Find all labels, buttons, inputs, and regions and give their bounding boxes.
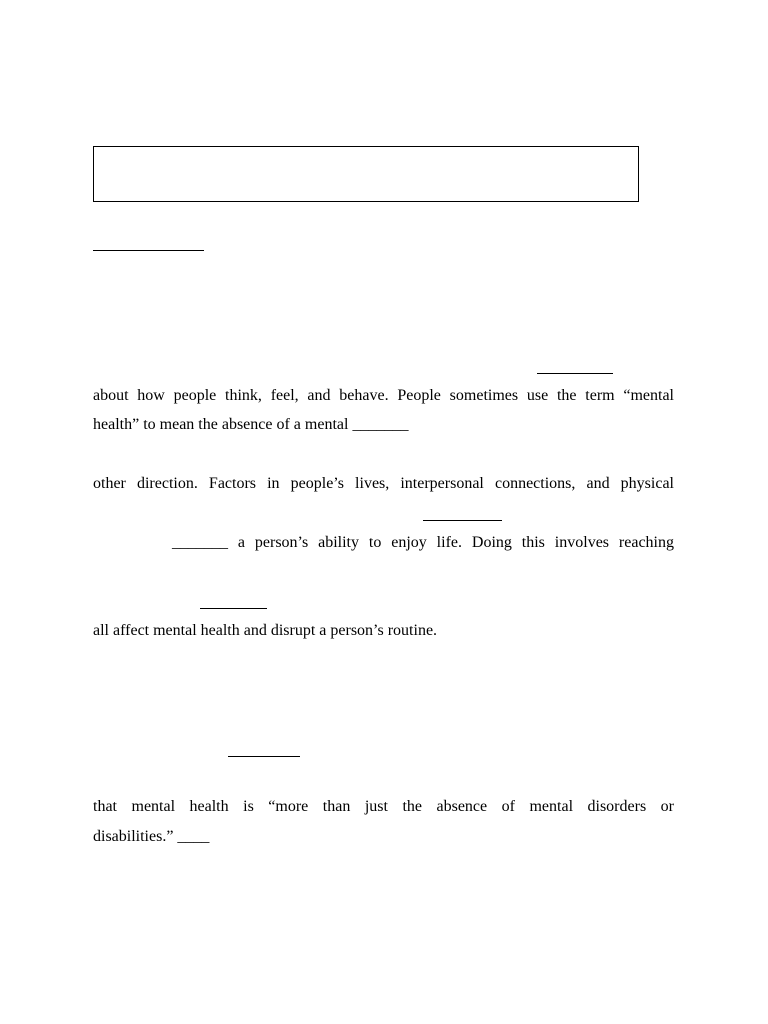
blank-underline-2 <box>423 520 502 521</box>
heading-underline <box>93 250 204 251</box>
text-line-7: disabilities.” ____ <box>93 828 210 845</box>
text-line-6: that mental health is “more than just the absence of mental disorders or <box>93 798 674 815</box>
text-line-2: health” to mean the absence of a mental _______ <box>93 416 409 433</box>
blank-underline-4 <box>228 756 300 757</box>
text-line-3: other direction. Factors in people’s lives, interpersonal connections, and physical <box>93 475 674 492</box>
blank-underline-1 <box>537 373 613 374</box>
blank-underline-3 <box>200 608 267 609</box>
text-line-1: about how people think, feel, and behave. People sometimes use the term “mental <box>93 387 674 404</box>
text-line-4: _______ a person’s ability to enjoy life. Doing this involves reaching <box>172 534 674 551</box>
text-line-5: all affect mental health and disrupt a person’s routine. <box>93 622 438 639</box>
title-box <box>93 146 639 202</box>
